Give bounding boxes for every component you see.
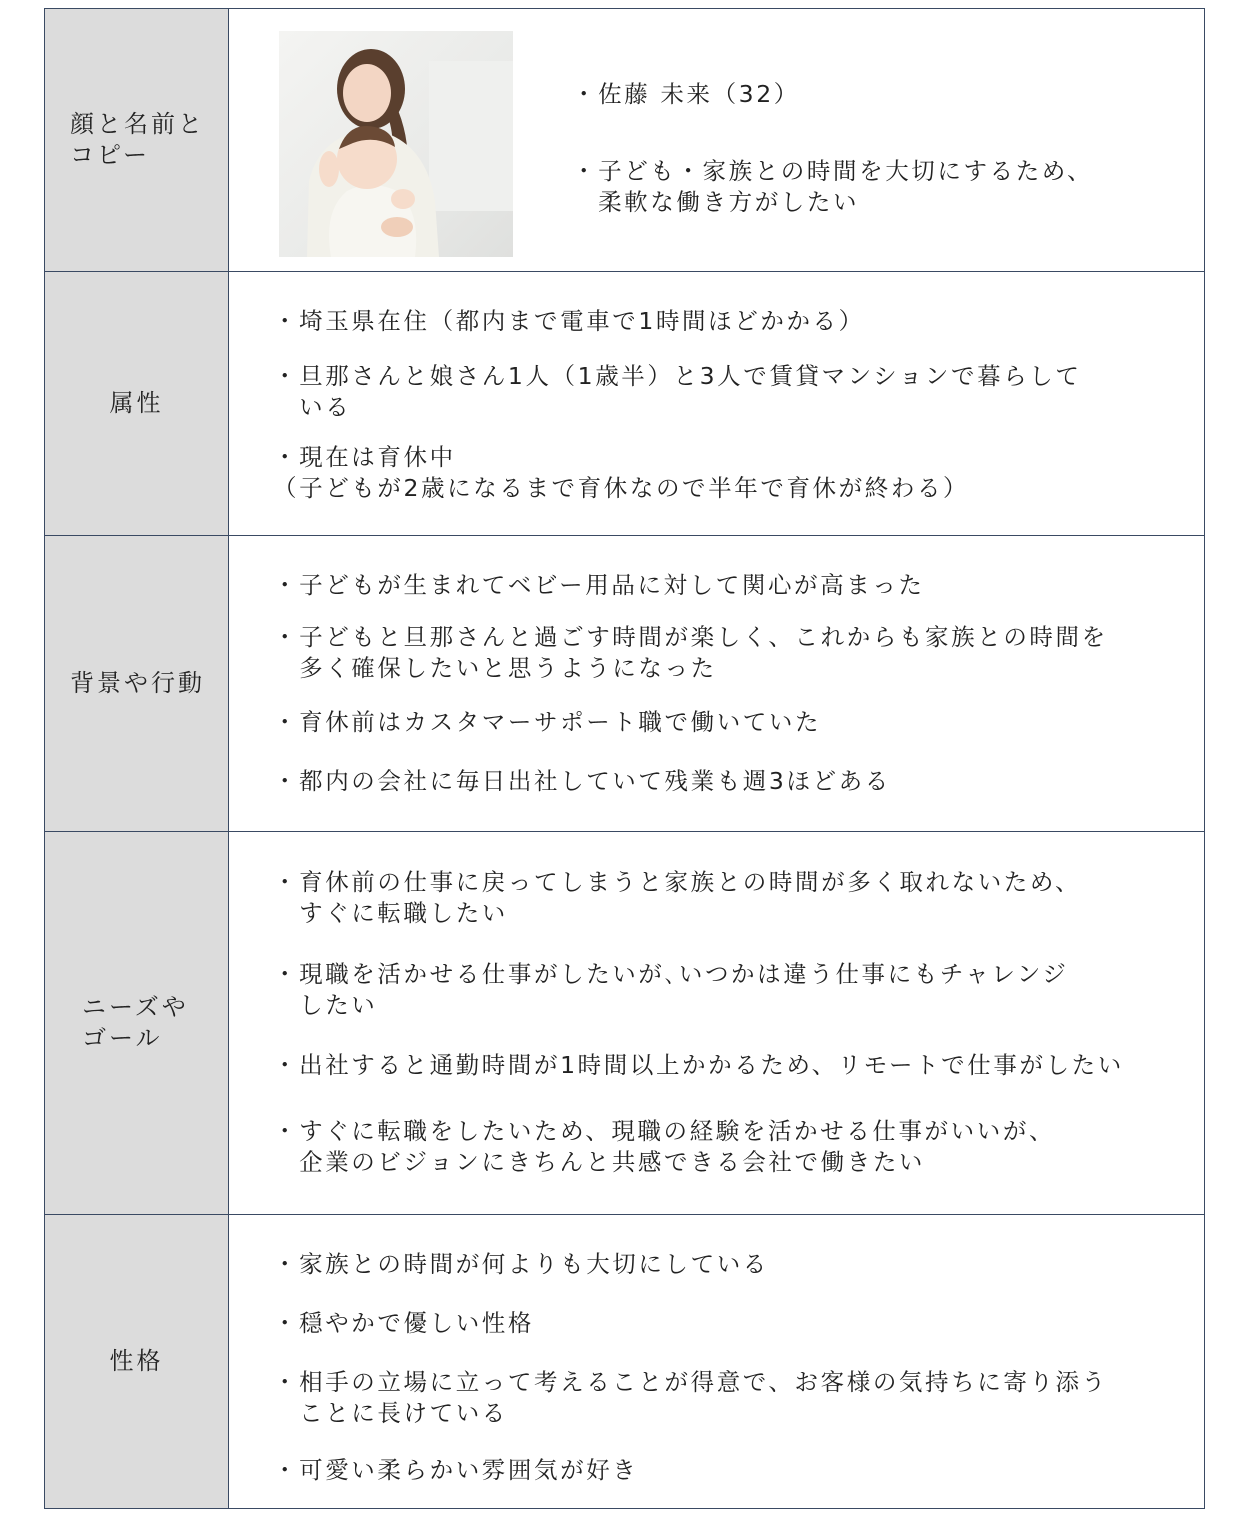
row-content bbox=[229, 832, 1204, 1214]
row-label bbox=[45, 832, 229, 1214]
row-label bbox=[45, 9, 229, 271]
row-content bbox=[229, 536, 1204, 831]
row-label-text: 顔と名前と コピー bbox=[70, 110, 205, 169]
row-label-text: 背景や行動 bbox=[70, 669, 205, 697]
persona-table bbox=[44, 8, 1205, 1509]
row-face-name-copy bbox=[45, 9, 1204, 271]
row-needs-goals bbox=[45, 831, 1204, 1214]
needs-item: ・育休前の仕事に戻ってしまうと家族との時間が多く取れないため、 すぐに転職したい bbox=[273, 868, 1082, 927]
row-content bbox=[229, 272, 1204, 535]
personality-item: ・可愛い柔らかい雰囲気が好き bbox=[273, 1456, 639, 1484]
needs-item: ・すぐに転職をしたいため、現職の経験を活かせる仕事がいいが、 企業のビジョンにきちんと共感できる会社で働きたい bbox=[273, 1117, 1056, 1176]
persona-copy: ・子ども・家族との時間を大切にするため、 柔軟な働き方がしたい bbox=[572, 157, 1094, 216]
row-personality bbox=[45, 1214, 1204, 1508]
attribute-item: ・埼玉県在住（都内まで電車で1時間ほどかかる） bbox=[273, 307, 865, 335]
row-label bbox=[45, 536, 229, 831]
background-item: ・子どもが生まれてベビー用品に対して関心が高まった bbox=[273, 571, 925, 599]
personality-item: ・穏やかで優しい性格 bbox=[273, 1309, 534, 1337]
background-item: ・都内の会社に毎日出社していて残業も週3ほどある bbox=[273, 767, 891, 795]
needs-item: ・出社すると通勤時間が1時間以上かかるため、リモートで仕事がしたい bbox=[273, 1051, 1124, 1079]
attribute-item: ・現在は育休中 （子どもが2歳になるまで育休なので半年で育休が終わる） bbox=[273, 443, 970, 502]
personality-item: ・家族との時間が何よりも大切にしている bbox=[273, 1250, 769, 1278]
mother-and-baby-photo bbox=[279, 31, 513, 257]
row-content bbox=[229, 9, 1204, 271]
row-label-text: 属性 bbox=[109, 389, 164, 417]
persona-photo bbox=[279, 31, 513, 257]
row-content bbox=[229, 1215, 1204, 1508]
background-item: ・育休前はカスタマーサポート職で働いていた bbox=[273, 708, 822, 736]
personality-item: ・相手の立場に立って考えることが得意で、お客様の気持ちに寄り添う ことに長けている bbox=[273, 1368, 1108, 1427]
row-label bbox=[45, 272, 229, 535]
needs-item: ・現職を活かせる仕事がしたいが､いつかは違う仕事にもチャレンジ したい bbox=[273, 960, 1069, 1019]
row-label-text: 性格 bbox=[109, 1347, 164, 1375]
row-attributes bbox=[45, 271, 1204, 535]
row-label-text: ニーズや ゴール bbox=[82, 993, 189, 1052]
background-item: ・子どもと旦那さんと過ごす時間が楽しく、これからも家族との時間を 多く確保したいと思うようになった bbox=[273, 623, 1108, 682]
attribute-item: ・旦那さんと娘さん1人（1歳半）と3人で賃貸マンションで暮らして いる bbox=[273, 362, 1082, 421]
persona-name: ・佐藤 未来（32） bbox=[572, 80, 800, 108]
row-label bbox=[45, 1215, 229, 1508]
row-background-behavior bbox=[45, 535, 1204, 831]
